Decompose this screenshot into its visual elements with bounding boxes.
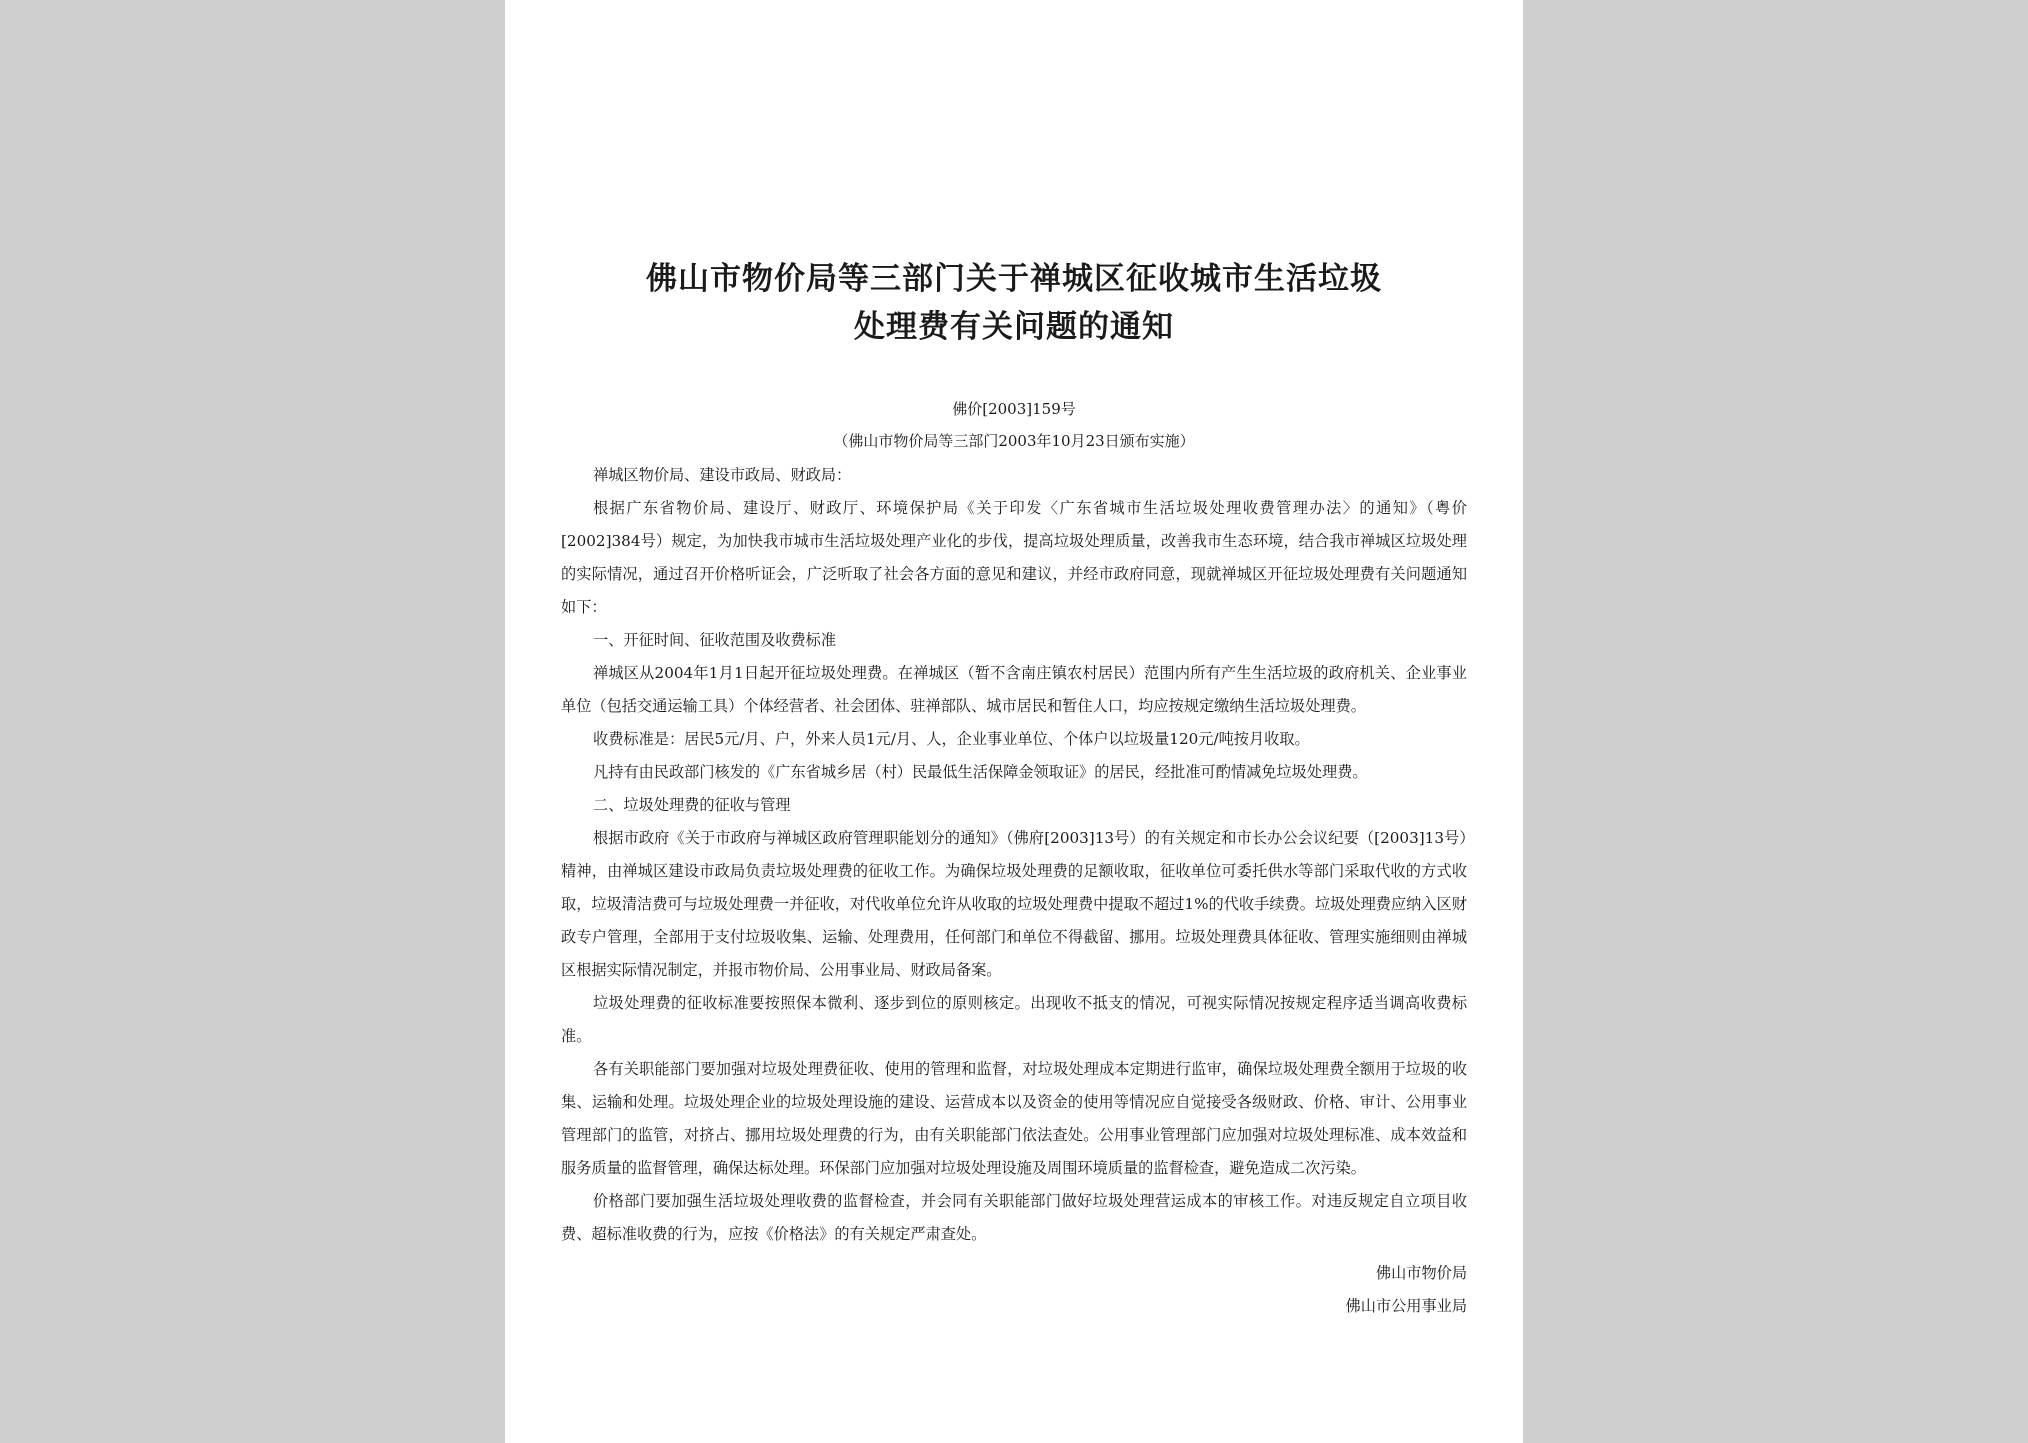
paragraph: 价格部门要加强生活垃圾处理收费的监督检查，并会同有关职能部门做好垃圾处理营运成本的审核工作。对违反规定自立项目收费、超标准收费的行为，应按《价格法》的有关规定严肃查处。 xyxy=(561,1192,1467,1243)
title-line-2: 处理费有关问题的通知 xyxy=(854,309,1174,345)
paragraph: 凡持有由民政部门核发的《广东省城乡居（村）民最低生活保障金领取证》的居民，经批准可酌情减免垃圾处理费。 xyxy=(593,763,1368,781)
paragraph: 根据市政府《关于市政府与禅城区政府管理职能划分的通知》（佛府[2003]13号）的有关规定和市长办公会议纪要（[2003]13号）精神，由禅城区建设市政局负责垃圾处理费的征收工作。为确保垃圾处理费的足额收取，征收单位可委托供水等部门采取代收的方式收取，垃圾清洁费可与垃圾处理费一并征收，对代收单位允许从收取的垃圾处理费中提取不超过1%的代收手续费。垃圾处理费应纳入区财政专户管理，全部用于支付垃圾收集、运输、处理费用，任何部门和单位不得截留、挪用。垃圾处理费具体征收、管理实施细则由禅城区根据实际情况制定，并报市物价局、公用事业局、财政局备案。 xyxy=(561,829,1467,979)
paragraph: 根据广东省物价局、建设厅、财政厅、环境保护局《关于印发〈广东省城市生活垃圾处理收费管理办法〉的通知》（粤价[2002]384号）规定，为加快我市城市生活垃圾处理产业化的步伐，提高垃圾处理质量，改善我市生态环境，结合我市禅城区垃圾处理的实际情况，通过召开价格听证会，广泛听取了社会各方面的意见和建议，并经市政府同意，现就禅城区开征垃圾处理费有关问题通知如下： xyxy=(561,499,1467,616)
title-line-1: 佛山市物价局等三部门关于禅城区征收城市生活垃圾 xyxy=(646,261,1382,297)
paragraph-addressee: 禅城区物价局、建设市政局、财政局： xyxy=(593,466,852,484)
signatory: 佛山市物价局 xyxy=(1375,1264,1467,1282)
document-body xyxy=(561,459,1467,1251)
paragraph: 收费标准是：居民5元/月、户，外来人员1元/月、人，企业事业单位、个体户以垃圾量120元/吨按月收取。 xyxy=(593,730,1310,748)
document-number: 佛价[2003]159号 xyxy=(952,400,1076,418)
issue-note: （佛山市物价局等三部门2003年10月23日颁布实施） xyxy=(833,432,1195,450)
document-page xyxy=(505,0,1523,1443)
document-title xyxy=(561,255,1467,351)
signatory: 佛山市公用事业局 xyxy=(1345,1297,1467,1315)
signatories xyxy=(561,1257,1467,1323)
paragraph: 禅城区从2004年1月1日起开征垃圾处理费。在禅城区（暂不含南庄镇农村居民）范围内所有产生生活垃圾的政府机关、企业事业单位（包括交通运输工具）个体经营者、社会团体、驻禅部队、城市居民和暂住人口，均应按规定缴纳生活垃圾处理费。 xyxy=(561,664,1467,715)
section-heading-2: 二、垃圾处理费的征收与管理 xyxy=(593,796,791,814)
section-heading-1: 一、开征时间、征收范围及收费标准 xyxy=(593,631,836,649)
paragraph: 垃圾处理费的征收标准要按照保本微利、逐步到位的原则核定。出现收不抵支的情况，可视实际情况按规定程序适当调高收费标准。 xyxy=(561,994,1467,1045)
paragraph: 各有关职能部门要加强对垃圾处理费征收、使用的管理和监督，对垃圾处理成本定期进行监审，确保垃圾处理费全额用于垃圾的收集、运输和处理。垃圾处理企业的垃圾处理设施的建设、运营成本以及资金的使用等情况应自觉接受各级财政、价格、审计、公用事业管理部门的监管，对挤占、挪用垃圾处理费的行为，由有关职能部门依法查处。公用事业管理部门应加强对垃圾处理标准、成本效益和服务质量的监督管理，确保达标处理。环保部门应加强对垃圾处理设施及周围环境质量的监督检查，避免造成二次污染。 xyxy=(561,1060,1467,1177)
